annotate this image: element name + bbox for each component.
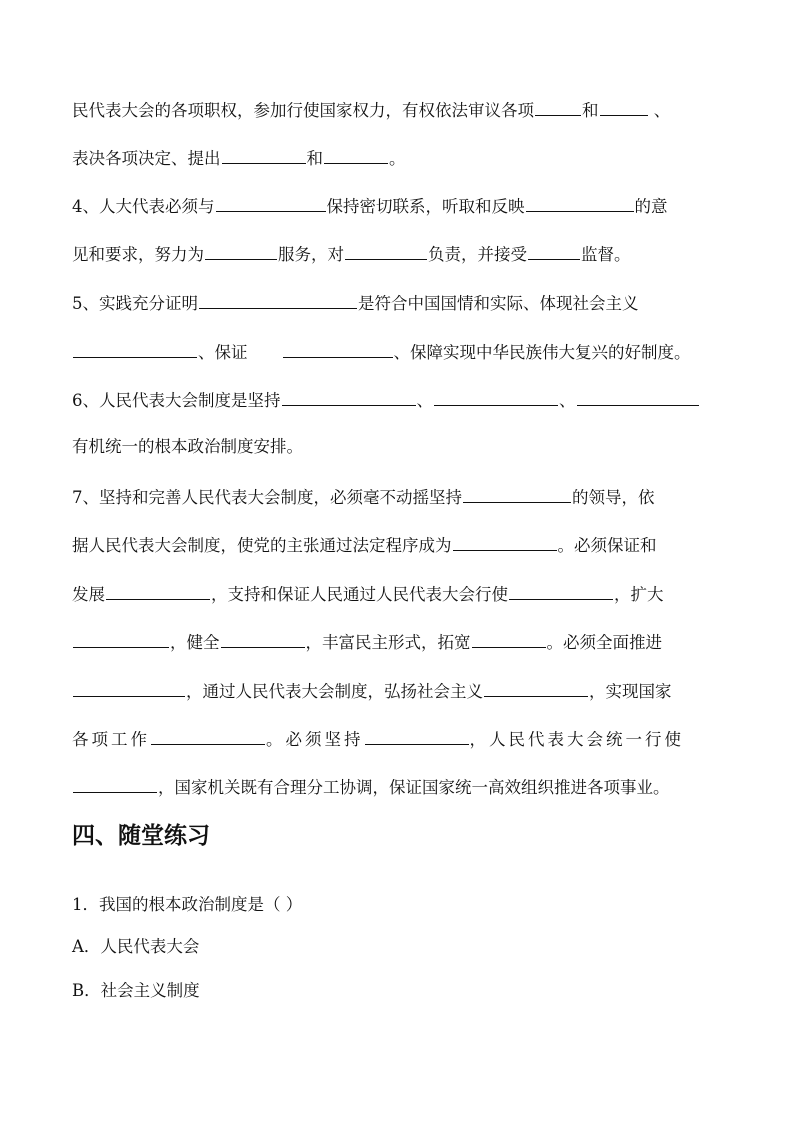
blank[interactable]: [151, 727, 265, 745]
text: 、: [559, 391, 576, 410]
blank[interactable]: [528, 242, 580, 260]
text: 的领导，依: [572, 488, 655, 507]
text: ，实现国家: [589, 682, 672, 701]
fill-line-5: [72, 291, 639, 315]
blank[interactable]: [216, 194, 326, 212]
blank[interactable]: [205, 242, 277, 260]
blank[interactable]: [283, 340, 393, 358]
blank[interactable]: [577, 388, 699, 406]
fill-line-2: [72, 146, 406, 170]
text: ，人民代表大会统一行使: [469, 730, 684, 749]
section-title: 四、随堂练习: [72, 823, 210, 849]
text: 监督。: [581, 245, 631, 264]
blank[interactable]: [73, 340, 197, 358]
text: 4、人大代表必须与: [72, 197, 215, 216]
quiz-option-a[interactable]: A．人民代表大会: [72, 937, 200, 956]
blank[interactable]: [222, 146, 306, 164]
blank[interactable]: [509, 582, 613, 600]
fill-line-4: [72, 242, 631, 266]
text: 、: [648, 101, 671, 120]
blank[interactable]: [73, 630, 169, 648]
fill-line-13: [72, 679, 672, 703]
text: 、: [416, 391, 433, 410]
blank[interactable]: [472, 630, 546, 648]
fill-line-15: [72, 775, 670, 799]
blank[interactable]: [434, 388, 558, 406]
text: 表决各项决定、提出: [72, 149, 221, 168]
text: 。必须坚持: [266, 730, 364, 749]
fill-line-6: [72, 340, 691, 364]
text: 5、实践充分证明: [72, 294, 198, 313]
text: 负责，并接受: [428, 245, 527, 264]
text: ，支持和保证人民通过人民代表大会行使: [211, 585, 508, 604]
blank[interactable]: [453, 533, 557, 551]
fill-line-1: [72, 98, 670, 122]
blank[interactable]: [106, 582, 210, 600]
text: 各项工作: [72, 730, 150, 749]
blank[interactable]: [535, 98, 581, 116]
fill-line-8: [72, 436, 303, 460]
fill-line-3: [72, 194, 668, 218]
fill-line-11: [72, 582, 664, 606]
text: 是符合中国国情和实际、体现社会主义: [358, 294, 639, 313]
text: 和: [306, 149, 323, 168]
text: 和: [582, 101, 599, 120]
text: 。必须全面推进: [546, 633, 662, 652]
blank[interactable]: [282, 388, 416, 406]
text: 。必须保证和: [557, 536, 657, 555]
text: 的意: [634, 197, 668, 216]
text: 见和要求，努力为: [72, 245, 204, 264]
fill-line-14: [72, 727, 684, 751]
text: 6、人民代表大会制度是坚持: [72, 391, 281, 410]
blank[interactable]: [365, 727, 469, 745]
fill-line-9: [72, 485, 655, 509]
text: 7、坚持和完善人民代表大会制度，必须毫不动摇坚持: [72, 488, 462, 507]
blank[interactable]: [221, 630, 305, 648]
text: ，通过人民代表大会制度，弘扬社会主义: [186, 682, 483, 701]
blank[interactable]: [199, 291, 357, 309]
text: 据人民代表大会制度，使党的主张通过法定程序成为: [72, 536, 452, 555]
blank[interactable]: [324, 146, 388, 164]
text: 服务，对: [278, 245, 344, 264]
fill-line-7: [72, 388, 700, 412]
quiz-option-b[interactable]: B．社会主义制度: [72, 981, 200, 1000]
text: ，健全: [170, 633, 220, 652]
text: 有机统一的根本政治制度安排。: [72, 437, 303, 456]
text: 发展: [72, 585, 105, 604]
text: 保持密切联系，听取和反映: [326, 197, 525, 216]
blank[interactable]: [526, 194, 634, 212]
blank[interactable]: [463, 485, 571, 503]
text: ，扩大: [614, 585, 664, 604]
blank[interactable]: [73, 775, 157, 793]
text: 民代表大会的各项职权，参加行使国家权力，有权依法审议各项: [72, 101, 534, 120]
blank[interactable]: [345, 242, 427, 260]
text: 。: [389, 149, 406, 168]
fill-line-10: [72, 533, 657, 557]
quiz-question-1: 1．我国的根本政治制度是（ ）: [72, 895, 303, 914]
text: 、保障实现中华民族伟大复兴的好制度。: [393, 343, 691, 362]
blank[interactable]: [484, 679, 588, 697]
text: ，国家机关既有合理分工协调，保证国家统一高效组织推进各项事业。: [158, 778, 670, 797]
text: 、保证: [198, 343, 248, 362]
blank[interactable]: [73, 679, 185, 697]
text: ，丰富民主形式，拓宽: [305, 633, 471, 652]
fill-line-12: [72, 630, 662, 654]
blank[interactable]: [600, 98, 648, 116]
